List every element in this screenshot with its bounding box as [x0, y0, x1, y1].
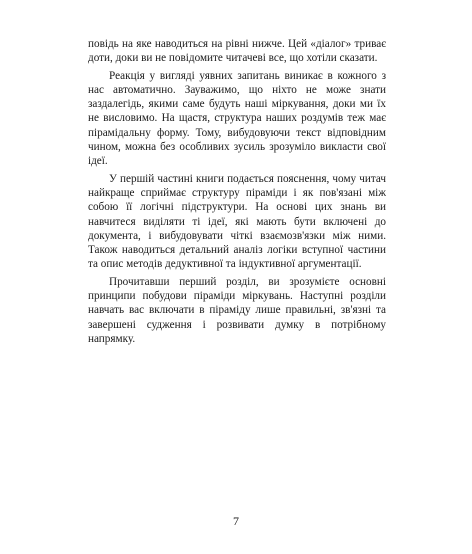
body-text: [88, 37, 386, 349]
page-number: 7: [233, 514, 239, 528]
paragraph-2: Реакція у вигляді уявних запитань виникає в кожного з нас автоматично. Зауважимо, що ніхто не може знати заздалегідь, якими саме будуть наші міркування, доки ми їх не висловимо. На щастя, структура наших роздумів теж має пірамідальну форму. Тому, вибудовуючи текст відповідним чином, можна без особливих зусиль зрозуміло викласти свої ідеї.: [88, 69, 386, 168]
paragraph-3: У першій частині книги подається пояснення, чому читач найкраще сприймає структуру піраміди і як пов'язані між собою її логічні підструктури. На основі цих знань ви навчитеся виділяти ті ідеї, які мають бути включені до документа, і вибудовувати чіткі взаємозв'язки між ними. Також наводиться детальний аналіз логіки вступної частини та опис методів дедуктивної та індуктивної аргументації.: [88, 172, 386, 271]
paragraph-1: повідь на яке наводиться на рівні нижче. Цей «діалог» триває доти, доки ви не повідомите читачеві все, що хотіли сказати.: [88, 38, 386, 65]
paragraph-4: Прочитавши перший розділ, ви зрозумієте основні принципи побудови піраміди міркувань. Наступні розділи навчать вас включати в піраміду лише правильні, зв'язні та завершені судження і розвивати думку в потрібному напрямку.: [88, 275, 386, 345]
